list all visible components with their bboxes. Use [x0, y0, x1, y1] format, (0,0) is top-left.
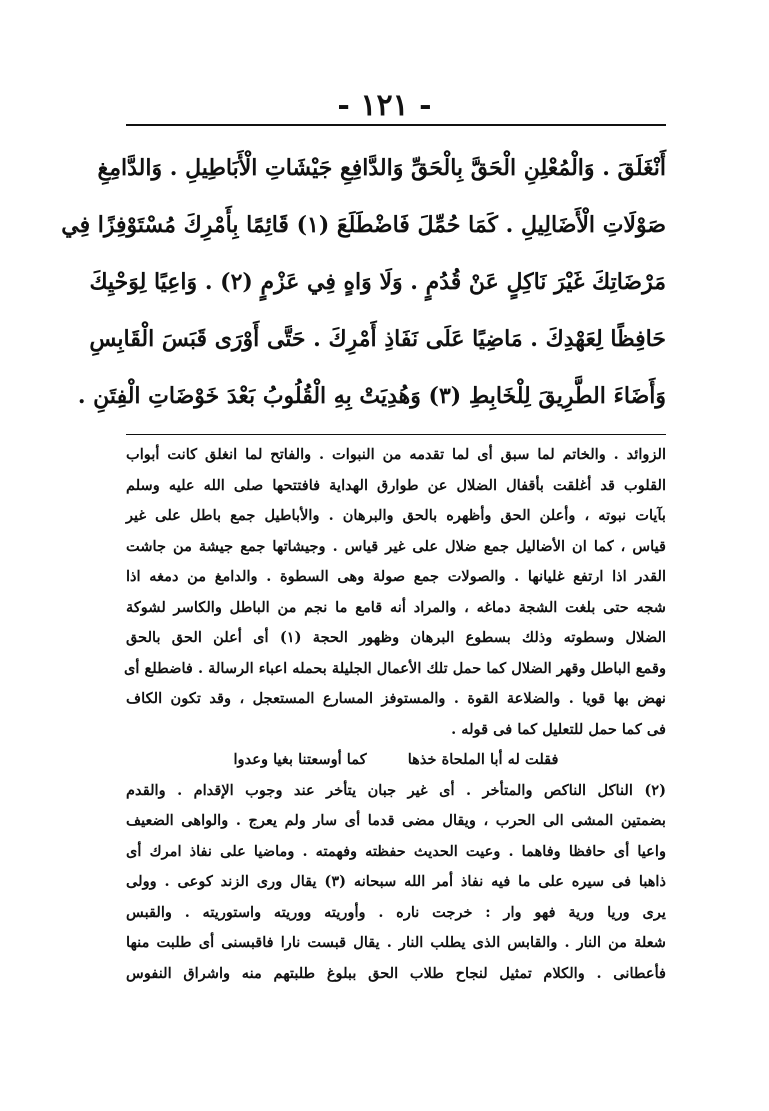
footnote-line: القدر اذا ارتفع غليانها . والصولات جمع صولة وهى السطوة . والدامغ من دمغه اذا — [126, 568, 666, 585]
footnote-line: فى كما حمل للتعليل كما فى قوله . — [451, 720, 666, 738]
header-rule — [126, 124, 666, 126]
main-text-line: مَرْضَاتِكَ غَيْرَ نَاكِلٍ عَنْ قُدُمٍ . وَلَا وَاهٍ فِي عَزْمٍ (٢) . وَاعِيًا لِوَحْيِكَ — [89, 269, 666, 295]
main-text-line: وَأَضَاءَ الطَّرِيقَ لِلْخَابِطِ (٣) وَهُدِيَتْ بِهِ الْقُلُوبُ بَعْدَ خَوْضَاتِ الْفِتَنِ . — [77, 383, 666, 409]
footnote-line: ذاهبا فى سيره على ما فيه نفاذ أمر الله سبحانه (٣) يقال ورى الزند كوعى . وولى — [126, 873, 666, 890]
main-text-line: صَوْلَاتِ الْأَضَالِيلِ . كَمَا حُمِّلَ فَاضْطَلَعَ (١) قَائِمًا بِأَمْرِكَ مُسْتَوْفِزًا فِي — [61, 212, 666, 238]
footnote-line: شجه حتى بلغت الشجة دماغه ، والمراد أنه قامع ما نجم من الباطل والكاسر لشوكة — [126, 598, 666, 616]
poetry-verse — [126, 745, 666, 776]
footnote-line: شعلة من النار . والقابس الذى يطلب النار . يقال قبست نارا فاقبسنى أى طلبت منها — [126, 934, 666, 951]
footnote-line: الزوائد . والخاتم لما سبق أى لما تقدمه من النبوات . والفاتح لما انغلق كانت أبواب — [126, 446, 666, 463]
main-text-line: حَافِظًا لِعَهْدِكَ . مَاضِيًا عَلَى نَفَاذِ أَمْرِكَ . حَتَّى أَوْرَى قَبَسَ الْقَابِسِ — [89, 326, 666, 352]
footnote-line: وقمع الباطل وقهر الضلال كما حمل تلك الأعمال الجليلة بحمله اعباء الرسالة . فاضطلع أى — [123, 659, 666, 677]
main-text-line: أَنْغَلَقَ . وَالْمُعْلِنِ الْحَقَّ بِالْحَقِّ وَالدَّافِعِ جَيْشَاتِ الْأَبَاطِيلِ . وَالدَّامِغِ — [97, 155, 666, 181]
footnote-line: قياس ، كما ان الأضاليل جمع ضلال على غير قياس . وجيشاتها جمع جيشة من جاشت — [126, 537, 666, 555]
page-number: - ١٢١ - — [337, 88, 432, 123]
main-text — [61, 140, 666, 425]
footnote-line: يرى وريا ورية فهو وار : خرجت ناره . وأوريته ووريته واستوريته . والقبس — [126, 903, 666, 921]
footnote-divider — [126, 434, 666, 435]
footnote-line: (٢) الناكل الناكص والمتأخر . أى غير جبان يتأخر عند وجوب الإقدام . والقدم — [126, 781, 666, 799]
footnote-line: فأعطانى . والكلام تمثيل لنجاح طلاب الحق ببلوغ طلبتهم منه واشراق النفوس — [126, 964, 666, 982]
footnote-line: الضلال وسطوته وذلك بسطوع البرهان وظهور الحجة (١) أى أعلن الحق بالحق — [126, 629, 667, 646]
verse-hemistich-right: فقلت له أبا الملحاة خذها — [407, 751, 559, 768]
footnote-line: واعيا أى حافظا وفاهما . وعيت الحديث حفظته وفهمته . وماضيا على نفاذ امرك أى — [126, 842, 666, 860]
footnote-line: القلوب قد أغلقت بأقفال الضلال عن طوارق الهداية فافتتحها صلى الله عليه وسلم — [126, 476, 666, 494]
verse-hemistich-left: كما أوسعتنا بغيا وعدوا — [233, 751, 367, 768]
footnote-line: بضمتين المشى الى الحرب ، ويقال مضى قدما أى سار ولم يعرج . والواهى الضعيف — [126, 812, 666, 829]
footnote-line: بآيات نبوته ، وأعلن الحق وأظهره بالحق والبرهان . والأباطيل جمع باطل على غير — [126, 507, 666, 524]
footnotes — [123, 440, 667, 989]
footnote-line: نهض بها قويا . والضلاعة القوة . والمستوفز المسارع المستعجل ، وقد تكون الكاف — [126, 690, 666, 707]
